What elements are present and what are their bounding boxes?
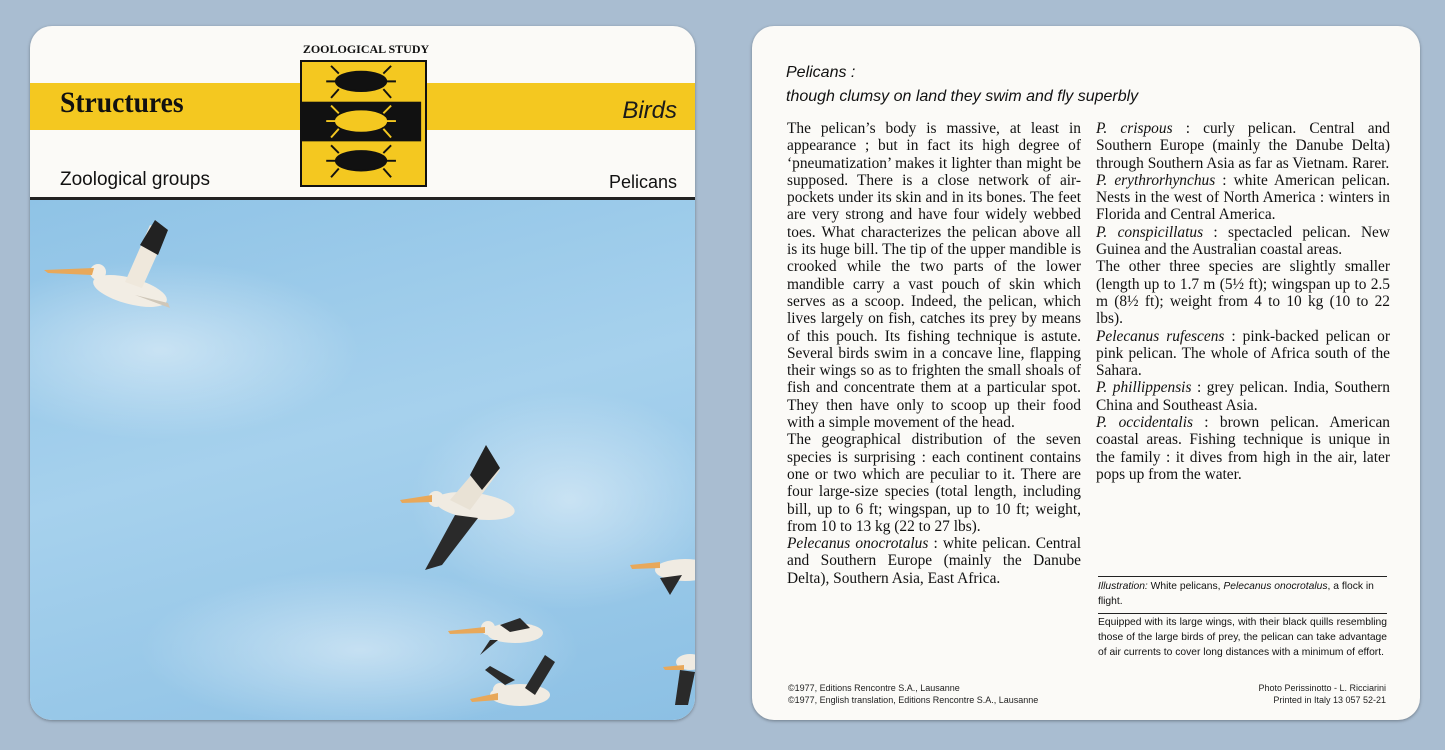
species-description: : spectacled pelican. New Guinea and the Australian coastal areas. [1096, 223, 1391, 259]
species-description: : brown pelican. American coastal areas. Fishing technique is unique in the family : it dives from high in the air, later pops up from the water. [1096, 414, 1390, 483]
species-entry [1096, 172, 1390, 224]
credits-block [1258, 683, 1386, 706]
copyright-line: ©1977, English translation, Editions Rencontre S.A., Lausanne [788, 694, 1039, 705]
illustration-description: Equipped with its large wings, with their black quills resembling those of the large birds of prey, the pelican can take advantage of air currents to cover long distances with a minimum of effort. [1098, 613, 1387, 660]
beetle-icon [302, 62, 425, 185]
species-name: Pelecanus onocrotalus [787, 535, 929, 553]
body-paragraph: The geographical distribution of the seven species is surprising : each continent contains one or two which are peculiar to it. There are four large-size species (total length, including bill, up to 6 ft; wingspan, up to 10 ft; weight, from 10 to 13 kg (22 to 27 lbs). [787, 431, 1081, 535]
illustration-caption [1098, 576, 1387, 609]
body-paragraph: The other three species are slightly smaller (length up to 1.7 m (5½ ft); wingspan up to 2.5 m (8½ ft); weight from 4 to 10 kg (10 to 22 lbs). [1096, 258, 1390, 328]
copyright-block [788, 683, 1038, 706]
text-column-right [1096, 120, 1390, 483]
heading-subtitle: though clumsy on land they swim and fly superbly [786, 88, 1139, 105]
back-card [752, 26, 1420, 720]
species-entry [1096, 414, 1390, 483]
species-description: : curly pelican. Central and Southern Europe (mainly the Danube Delta) through Southern Asia as far as Vietnam. Rarer. [1096, 120, 1390, 172]
species-entry [1096, 120, 1390, 172]
photo-credit: Photo Perissinotto - L. Ricciarini [1258, 683, 1386, 693]
species-entry [1096, 328, 1390, 380]
species-entry [1096, 379, 1390, 414]
species-entry [1096, 224, 1390, 259]
species-name: P. occidentalis [1096, 414, 1193, 432]
subject-label: Pelicans [608, 172, 677, 192]
species-description: : pink-backed pelican or pink pelican. The whole of Africa south of the Sahara. [1096, 327, 1390, 380]
text-column-left [787, 120, 1081, 587]
category-label: Birds [622, 97, 677, 124]
species-description: : white pelican. Central and Southern Europe (mainly the Danube Delta), Southern Asia, East Africa. [787, 535, 1081, 587]
front-card [30, 26, 695, 720]
beetle-emblem [300, 60, 427, 187]
pelican-bird-6 [663, 654, 695, 705]
series-label: ZOOLOGICAL STUDY [302, 42, 430, 56]
illustration-species: Pelecanus onocrotalus [1223, 581, 1328, 592]
species-description: : white American pelican. Nests in the west of North America : winters in Florida and Central America. [1096, 171, 1390, 224]
species-entry [787, 535, 1081, 587]
copyright-line: ©1977, Editions Rencontre S.A., Lausanne [788, 683, 960, 693]
species-description: : grey pelican. India, Southern China and Southeast Asia. [1096, 379, 1390, 414]
group-label: Zoological groups [60, 169, 210, 190]
illustration-text: White pelicans, [1147, 581, 1224, 592]
illustration-text-end: , a flock in flight. [1098, 581, 1374, 607]
pelican-photo [30, 200, 695, 720]
card-title: Structures [60, 86, 184, 119]
species-name: P. crispous [1096, 120, 1173, 137]
heading-title: Pelicans : [786, 64, 856, 81]
species-name: Pelecanus rufescens [1096, 327, 1225, 345]
print-info: Printed in Italy 13 057 52-21 [1273, 694, 1386, 705]
species-name: P. erythrorhynchus [1096, 171, 1216, 189]
species-name: P. phillippensis [1096, 379, 1192, 397]
species-name: P. conspicillatus [1096, 223, 1204, 241]
body-paragraph: The pelican’s body is massive, at least in appearance ; but in fact its high degree of ‘pneumatization’ makes it lighter than might be supposed. There is a close network of air-pockets under its skin and in its bones. The feet are very strong and have four widely webbed toes. What characterizes the pelican above all is its huge bill. The tip of the upper mandible is crooked while the two parts of the lower mandible carry a vast pouch of skin which serves as a scoop. Indeed, the pelican, which lives largely on fish, catches its prey by means of this pouch. Its fishing technique is astute. Several birds swim in a concave line, flapping their wings so as to frighten the small shoals of fish and concentrate them at a particular spot. They then have only to scoop up their food with a simple movement of the head. [787, 120, 1081, 432]
illustration-label: Illustration: [1098, 581, 1148, 592]
